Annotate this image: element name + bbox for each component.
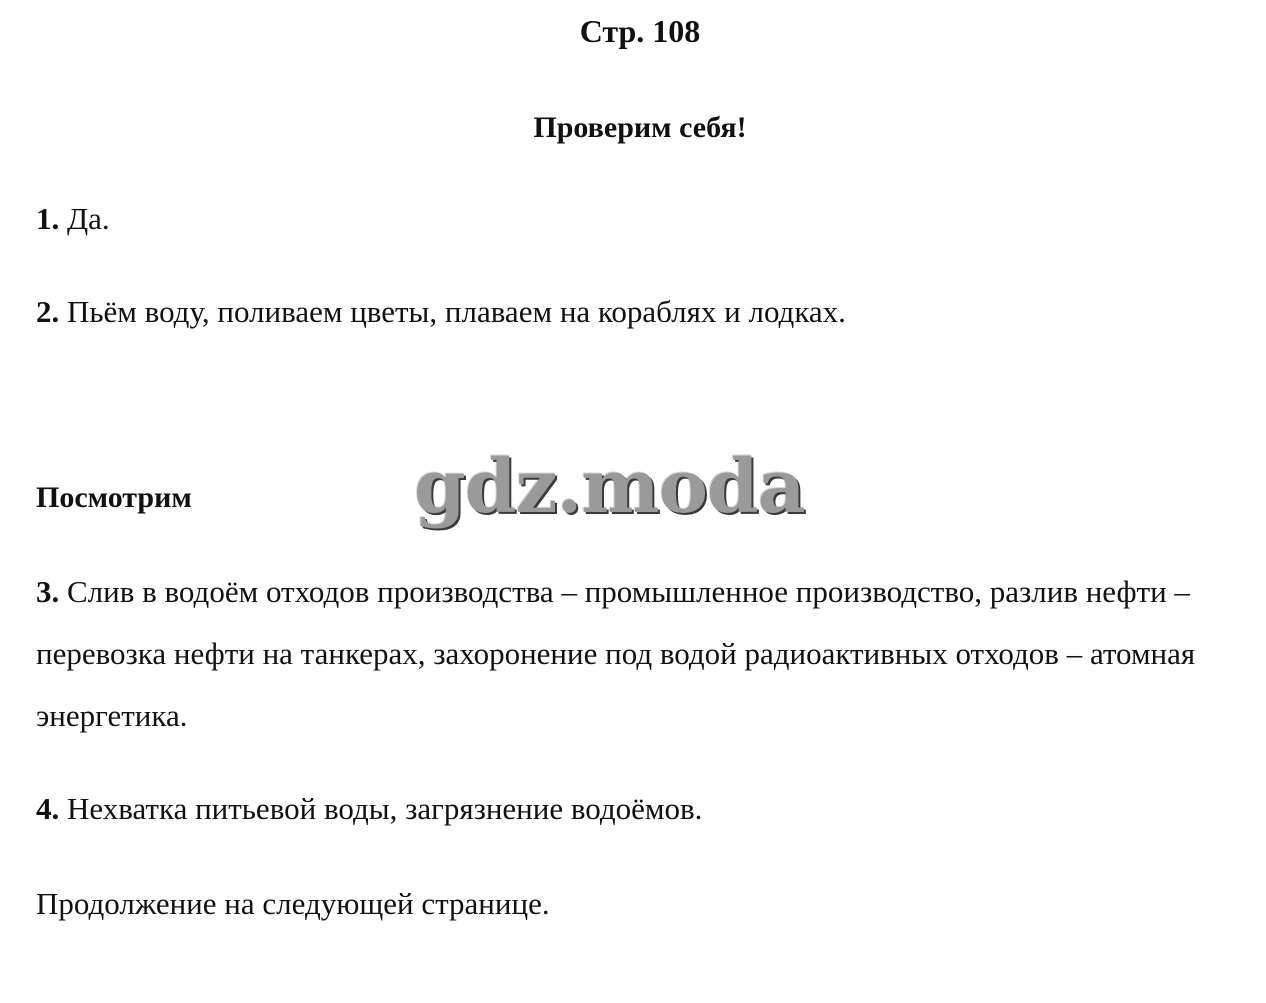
answer-4 — [36, 778, 1236, 840]
subheading: Посмотрим — [36, 481, 192, 514]
answer-number: 4. — [36, 791, 60, 826]
watermark-logo: gdz.moda — [414, 444, 805, 530]
answer-text: Слив в водоём отходов производства – промышленное производство, разлив нефти – перевозка нефти на танкерах, захоронение под водой радиоактивных отходов – атомная энергетика. — [36, 574, 1196, 733]
answer-number: 1. — [36, 201, 60, 236]
answer-1 — [36, 188, 1236, 250]
section-title: Проверим себя! — [533, 111, 747, 144]
answer-text: Пьём воду, поливаем цветы, плаваем на кораблях и лодках. — [67, 294, 846, 329]
answer-3 — [36, 561, 1236, 747]
answer-number: 3. — [36, 574, 60, 609]
answer-text: Нехватка питьевой воды, загрязнение водоёмов. — [67, 791, 703, 826]
answer-text: Да. — [67, 201, 110, 236]
answer-number: 2. — [36, 294, 60, 329]
answer-2 — [36, 281, 1236, 343]
page-number: Стр. 108 — [579, 13, 701, 49]
continuation-note: Продолжение на следующей странице. — [36, 886, 550, 921]
